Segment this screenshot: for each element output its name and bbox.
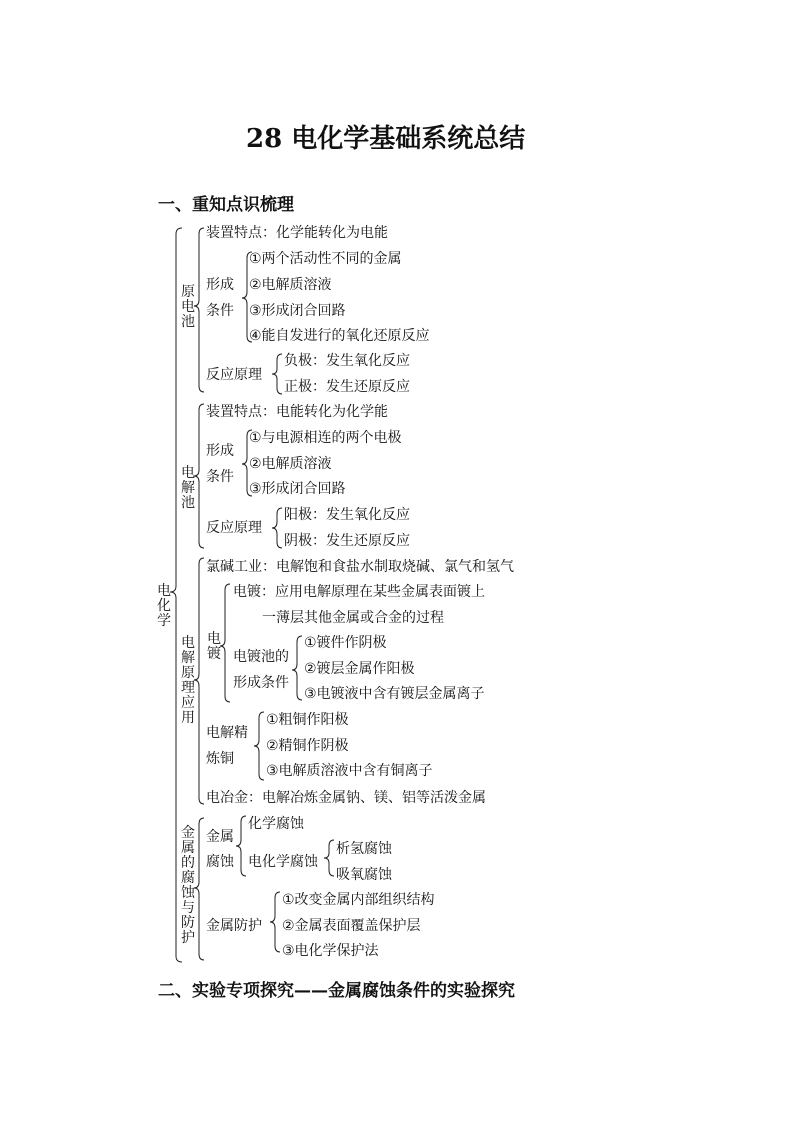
- page-title: 28 电化学基础系统总结: [246, 124, 526, 154]
- dian-cond-label-2: 条件: [206, 469, 234, 485]
- bath-cond-3: ③电镀液中含有镀层金属离子: [304, 686, 485, 702]
- protect-label: 金属防护: [206, 918, 262, 934]
- refine-cond-1: ①粗铜作阳极: [266, 712, 349, 728]
- dianjiechi-label: 电解池: [181, 465, 195, 511]
- brace-yuan-principle: [272, 354, 282, 394]
- yuan-principle-1: 负极：发生氧化反应: [284, 353, 410, 369]
- electrometallurgy: 电冶金：电解冶炼金属钠、镁、铝等活泼金属: [206, 790, 486, 806]
- dian-cond-3: ③形成闭合回路: [249, 481, 346, 497]
- yuandianchi-feature: 装置特点：化学能转化为电能: [206, 225, 388, 241]
- refine-cond-3: ③电解质溶液中含有铜离子: [266, 763, 433, 779]
- dian-principle-1: 阳极：发生氧化反应: [284, 507, 410, 523]
- refine-label-2: 炼铜: [206, 751, 234, 767]
- protect-2: ②金属表面覆盖保护层: [282, 918, 421, 934]
- fushi-label: 金属的腐蚀与防护: [181, 825, 195, 946]
- refine-cond-2: ②精铜作阴极: [266, 738, 349, 754]
- yuan-principle-2: 正极：发生还原反应: [284, 379, 410, 395]
- root-label: 电化学: [157, 583, 171, 629]
- chemical-corrosion: 化学腐蚀: [248, 816, 304, 832]
- dian-principle-2: 阴极：发生还原反应: [284, 533, 410, 549]
- bath-cond-1: ①镀件作阴极: [304, 635, 387, 651]
- hydrogen-evolution: 析氢腐蚀: [336, 841, 392, 857]
- plating-app-2: 一薄层其他金属或合金的过程: [262, 610, 444, 626]
- bath-cond-2: ②镀层金属作阳极: [304, 661, 415, 677]
- dian-principle-label: 反应原理: [206, 520, 262, 536]
- yuandianchi-label: 原电池: [181, 284, 195, 330]
- brace-electro: [324, 840, 334, 876]
- yuan-cond-1: ①两个活动性不同的金属: [249, 251, 402, 267]
- plating-app-1: 电镀：应用电解原理在某些金属表面镀上: [233, 584, 485, 600]
- plating-label: 电镀: [207, 631, 221, 662]
- bath-label-1: 电镀池的: [233, 649, 289, 665]
- bath-label-2: 形成条件: [233, 675, 289, 691]
- yuan-cond-label-1: 形成: [206, 277, 234, 293]
- chlor-alkali: 氯碱工业：电解饱和食盐水制取烧碱、氯气和氢气: [206, 559, 514, 575]
- corr-label-1: 金属: [206, 829, 234, 845]
- brace-protect: [270, 892, 280, 952]
- protect-3: ③电化学保护法: [282, 943, 379, 959]
- yuan-cond-4: ④能自发进行的氧化还原反应: [249, 328, 430, 344]
- brace-corr: [236, 816, 246, 876]
- section-heading-1: 一、重知点识梳理: [158, 195, 294, 215]
- dianjiechi-feature: 装置特点：电能转化为化学能: [206, 404, 388, 420]
- dian-cond-2: ②电解质溶液: [249, 456, 332, 472]
- brace-refine: [254, 712, 264, 780]
- yingyong-label: 电解原理应用: [181, 635, 195, 726]
- refine-label-1: 电解精: [206, 725, 248, 741]
- yuan-principle-label: 反应原理: [206, 367, 262, 383]
- yuan-cond-2: ②电解质溶液: [249, 277, 332, 293]
- yuan-cond-3: ③形成闭合回路: [249, 303, 346, 319]
- electrochemical-corrosion: 电化学腐蚀: [248, 854, 318, 870]
- dian-cond-1: ①与电源相连的两个电极: [249, 430, 402, 446]
- brace-bath: [292, 636, 302, 700]
- section-heading-2: 二、实验专项探究——金属腐蚀条件的实验探究: [158, 981, 515, 1001]
- dian-cond-label-1: 形成: [206, 443, 234, 459]
- brace-dian-principle: [272, 508, 282, 548]
- yuan-cond-label-2: 条件: [206, 303, 234, 319]
- oxygen-absorption: 吸氧腐蚀: [336, 867, 392, 883]
- protect-1: ①改变金属内部组织结构: [282, 892, 435, 908]
- corr-label-2: 腐蚀: [206, 854, 234, 870]
